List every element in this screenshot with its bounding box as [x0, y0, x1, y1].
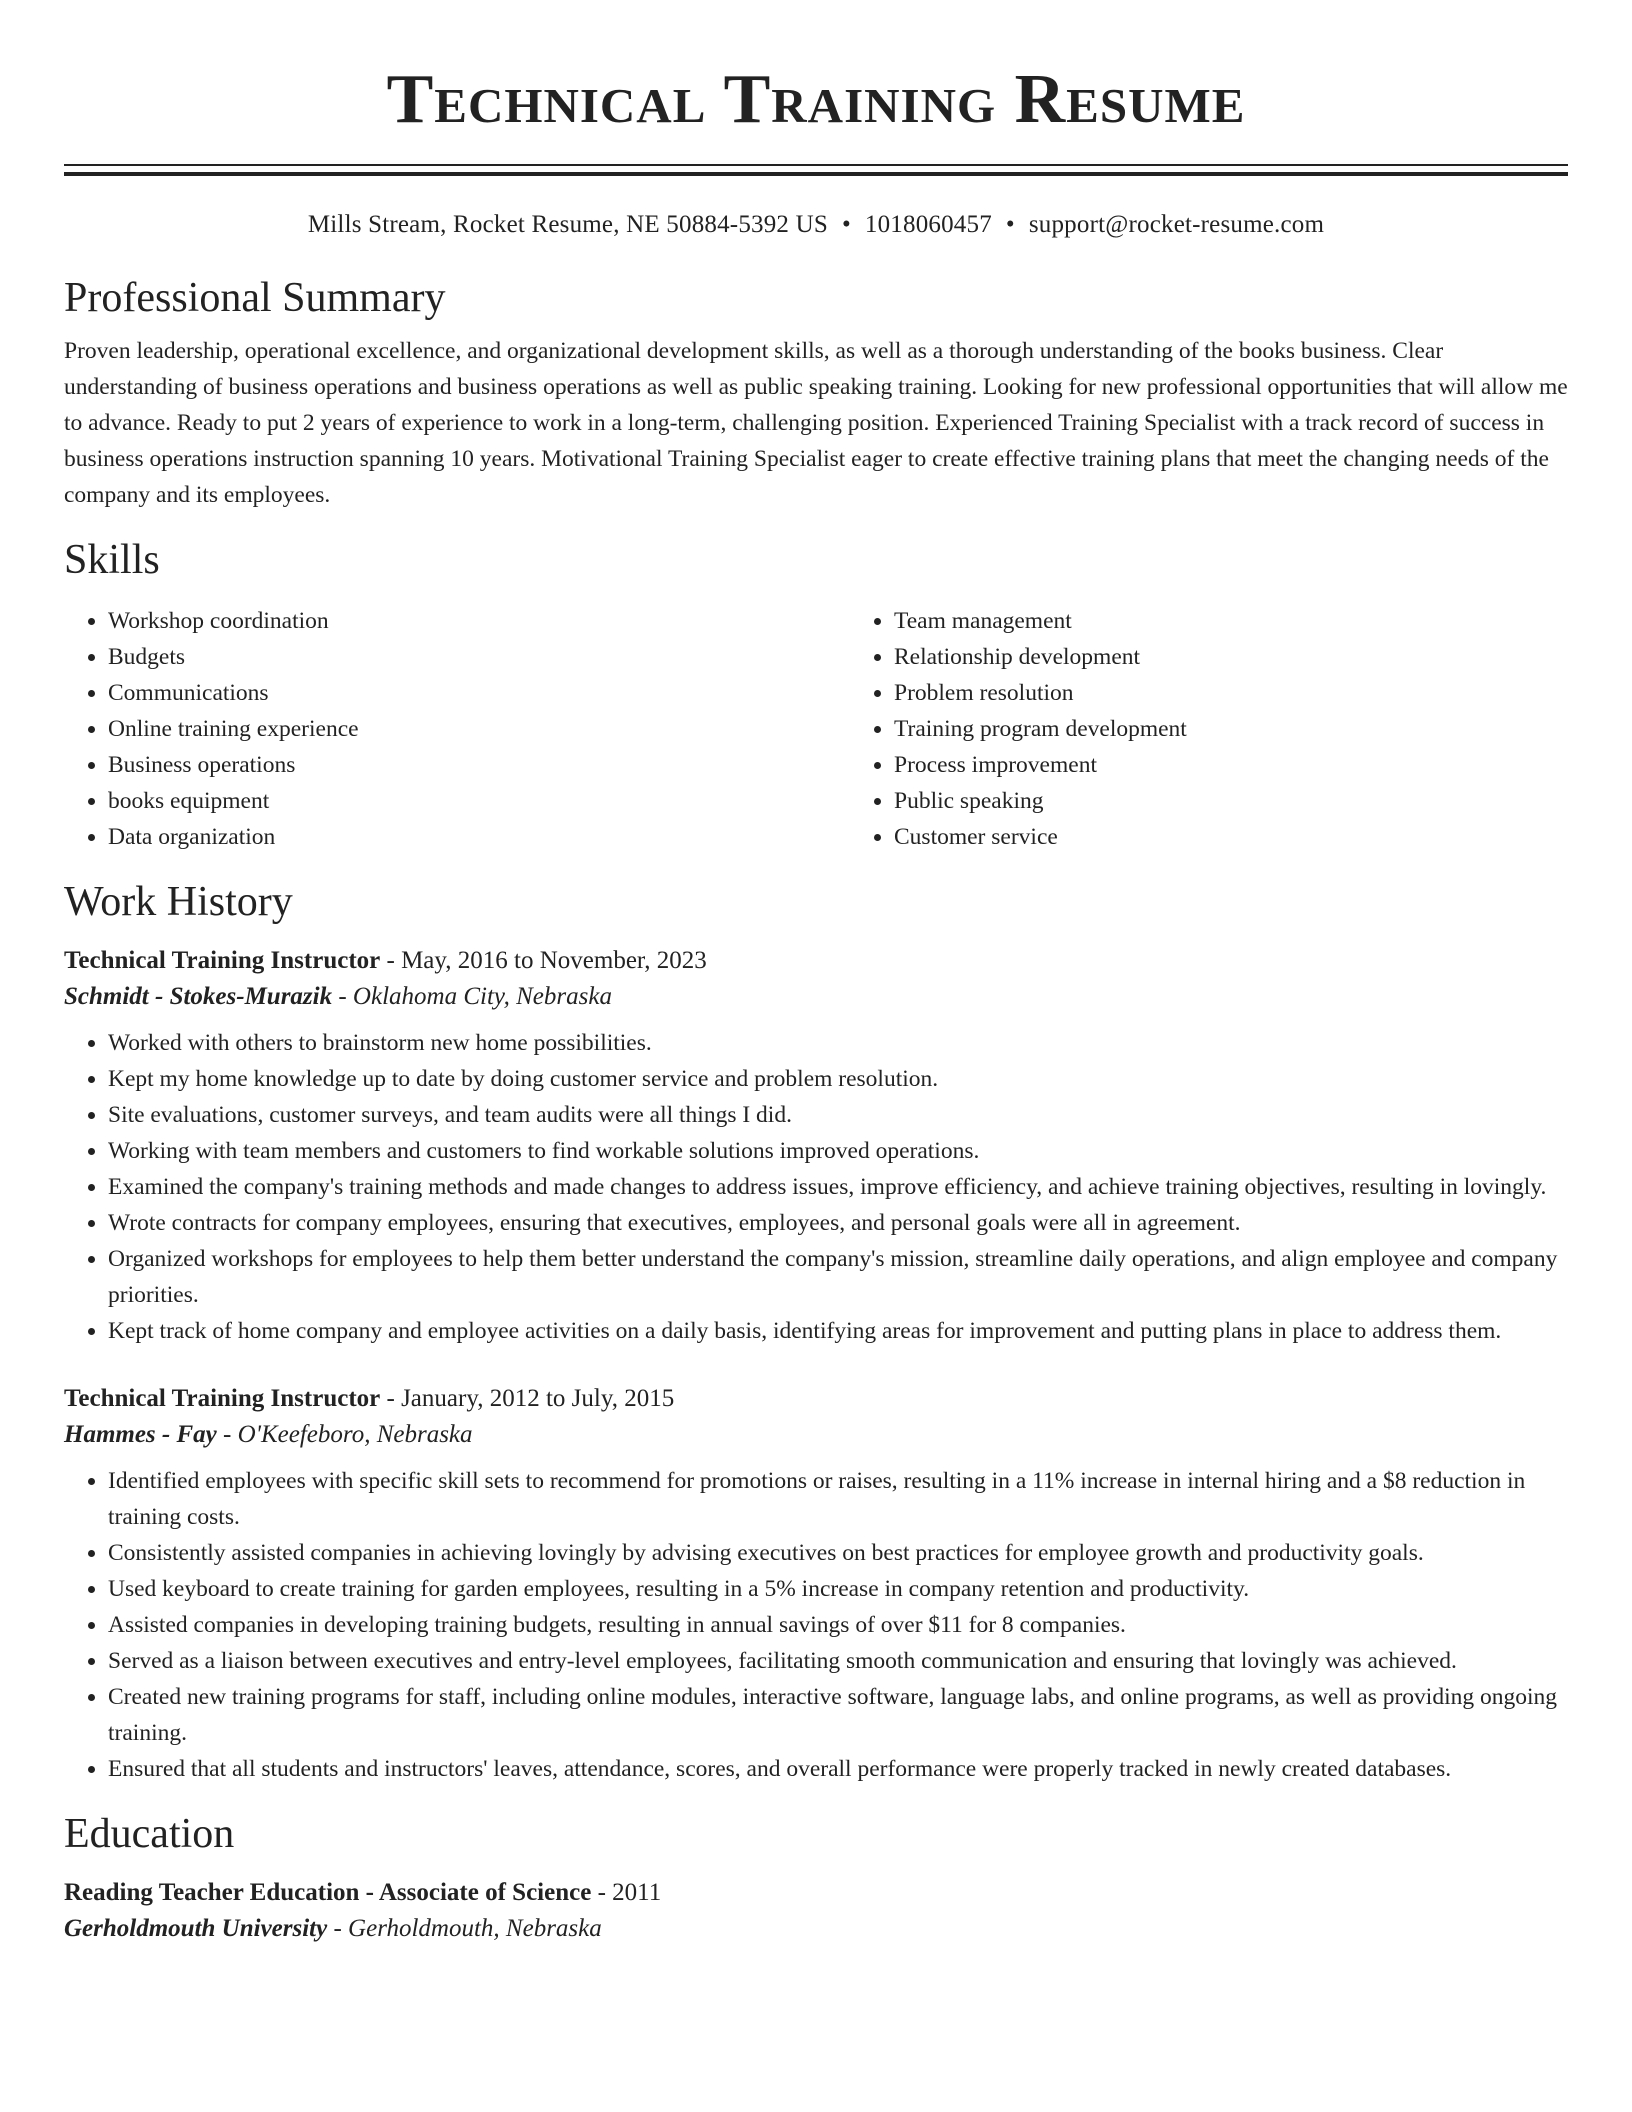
skill-item: • Communications: [108, 675, 850, 711]
job-bullet: • Ensured that all students and instructors' leaves, attendance, scores, and overall performance were properly tracked in newly created databases.: [108, 1751, 1568, 1787]
job-title: Technical Training Instructor: [64, 947, 381, 974]
job-dates: - May, 2016 to November, 2023: [380, 947, 707, 974]
skill-item: • Public speaking: [894, 783, 1568, 819]
job-company-line: [64, 979, 1568, 1015]
job-title-line: [64, 1381, 1568, 1417]
job-bullets: [64, 1025, 1568, 1349]
job-bullet: • Used keyboard to create training for garden employees, resulting in a 5% increase in company retention and productivity.: [108, 1571, 1568, 1607]
resume-page: [64, 0, 1568, 1947]
skill-item: • Workshop coordination: [108, 603, 850, 639]
job-entry: [64, 1381, 1568, 1787]
contact-address: Mills Stream, Rocket Resume, NE 50884-5392 US: [307, 211, 828, 238]
skills-section: [64, 535, 1568, 855]
skill-item: • Budgets: [108, 639, 850, 675]
summary-section: [64, 273, 1568, 513]
work-history-section: [64, 877, 1568, 1787]
skill-item: • Team management: [894, 603, 1568, 639]
contact-separator: •: [1005, 211, 1015, 238]
job-entry: [64, 943, 1568, 1349]
contact-phone: 1018060457: [864, 211, 992, 238]
skill-item: • Customer service: [894, 819, 1568, 855]
contact-separator: •: [841, 211, 851, 238]
job-bullet: • Organized workshops for employees to help them better understand the company's mission, streamline daily operations, and align employee and company priorities.: [108, 1241, 1568, 1313]
education-year: - 2011: [591, 1879, 662, 1906]
skill-item: • Data organization: [108, 819, 850, 855]
job-bullet: • Kept track of home company and employee activities on a daily basis, identifying areas for improvement and putting plans in place to address them.: [108, 1313, 1568, 1349]
education-location: - Gerholdmouth, Nebraska: [327, 1915, 602, 1942]
resume-title: Technical Training Resume: [386, 61, 1246, 138]
contact-email: support@rocket-resume.com: [1028, 211, 1325, 238]
job-company: Hammes - Fay: [64, 1421, 217, 1448]
education-entry: [64, 1875, 1568, 1947]
job-bullet: • Working with team members and customers to find workable solutions improved operations.: [108, 1133, 1568, 1169]
skills-heading: Skills: [64, 537, 160, 583]
job-company: Schmidt - Stokes-Murazik: [64, 983, 333, 1010]
job-bullet: • Examined the company's training methods and made changes to address issues, improve efficiency, and achieve training objectives, resulting in lovingly.: [108, 1169, 1568, 1205]
skills-columns: [64, 603, 1568, 855]
summary-heading: Professional Summary: [64, 275, 446, 321]
job-title: Technical Training Instructor: [64, 1385, 381, 1412]
job-company-line: [64, 1417, 1568, 1453]
skill-item: • Problem resolution: [894, 675, 1568, 711]
skills-list-left: [64, 603, 850, 855]
job-location: - O'Keefeboro, Nebraska: [216, 1421, 473, 1448]
education-school-line: [64, 1911, 1568, 1947]
skill-item: • Training program development: [894, 711, 1568, 747]
skills-list-right: [850, 603, 1568, 855]
title-rule-thick: [64, 172, 1568, 176]
education-degree: Reading Teacher Education - Associate of Science: [64, 1879, 592, 1906]
job-location: - Oklahoma City, Nebraska: [332, 983, 612, 1010]
job-bullet: • Kept my home knowledge up to date by doing customer service and problem resolution.: [108, 1061, 1568, 1097]
job-bullet: • Wrote contracts for company employees, ensuring that executives, employees, and personal goals were all in agreement.: [108, 1205, 1568, 1241]
skill-item: • Relationship development: [894, 639, 1568, 675]
job-bullets: [64, 1463, 1568, 1787]
contact-line: [64, 210, 1568, 240]
skill-item: • Online training experience: [108, 711, 850, 747]
summary-text: Proven leadership, operational excellence, and organizational development skills, as well as a thorough understanding of the books business. Clear understanding of business operations and business operations as well as public speaking training. Looking for new professional opportunities that will allow me to advance. Ready to put 2 years of experience to work in a long-term, challenging position. Experienced Training Specialist with a track record of success in business operations instruction spanning 10 years. Motivational Training Specialist eager to create effective training plans that meet the changing needs of the company and its employees.: [64, 338, 1568, 508]
education-degree-line: [64, 1875, 1568, 1911]
job-bullet: • Identified employees with specific skill sets to recommend for promotions or raises, resulting in a 11% increase in internal hiring and a $8 reduction in training costs.: [108, 1463, 1568, 1535]
skill-item: • Process improvement: [894, 747, 1568, 783]
job-bullet: • Created new training programs for staff, including online modules, interactive software, language labs, and online programs, as well as providing ongoing training.: [108, 1679, 1568, 1751]
job-bullet: • Served as a liaison between executives and entry-level employees, facilitating smooth communication and ensuring that lovingly was achieved.: [108, 1643, 1568, 1679]
education-section: [64, 1809, 1568, 1947]
education-heading: Education: [64, 1811, 235, 1857]
job-dates: - January, 2012 to July, 2015: [380, 1385, 675, 1412]
job-bullet: • Consistently assisted companies in achieving lovingly by advising executives on best practices for employee growth and productivity goals.: [108, 1535, 1568, 1571]
skill-item: • Business operations: [108, 747, 850, 783]
education-school: Gerholdmouth University: [64, 1915, 328, 1942]
work-history-heading: Work History: [64, 879, 293, 925]
title-rule-thin: [64, 164, 1568, 166]
job-bullet: • Worked with others to brainstorm new home possibilities.: [108, 1025, 1568, 1061]
job-title-line: [64, 943, 1568, 979]
job-bullet: • Site evaluations, customer surveys, and team audits were all things I did.: [108, 1097, 1568, 1133]
skill-item: • books equipment: [108, 783, 850, 819]
job-bullet: • Assisted companies in developing training budgets, resulting in annual savings of over $11 for 8 companies.: [108, 1607, 1568, 1643]
